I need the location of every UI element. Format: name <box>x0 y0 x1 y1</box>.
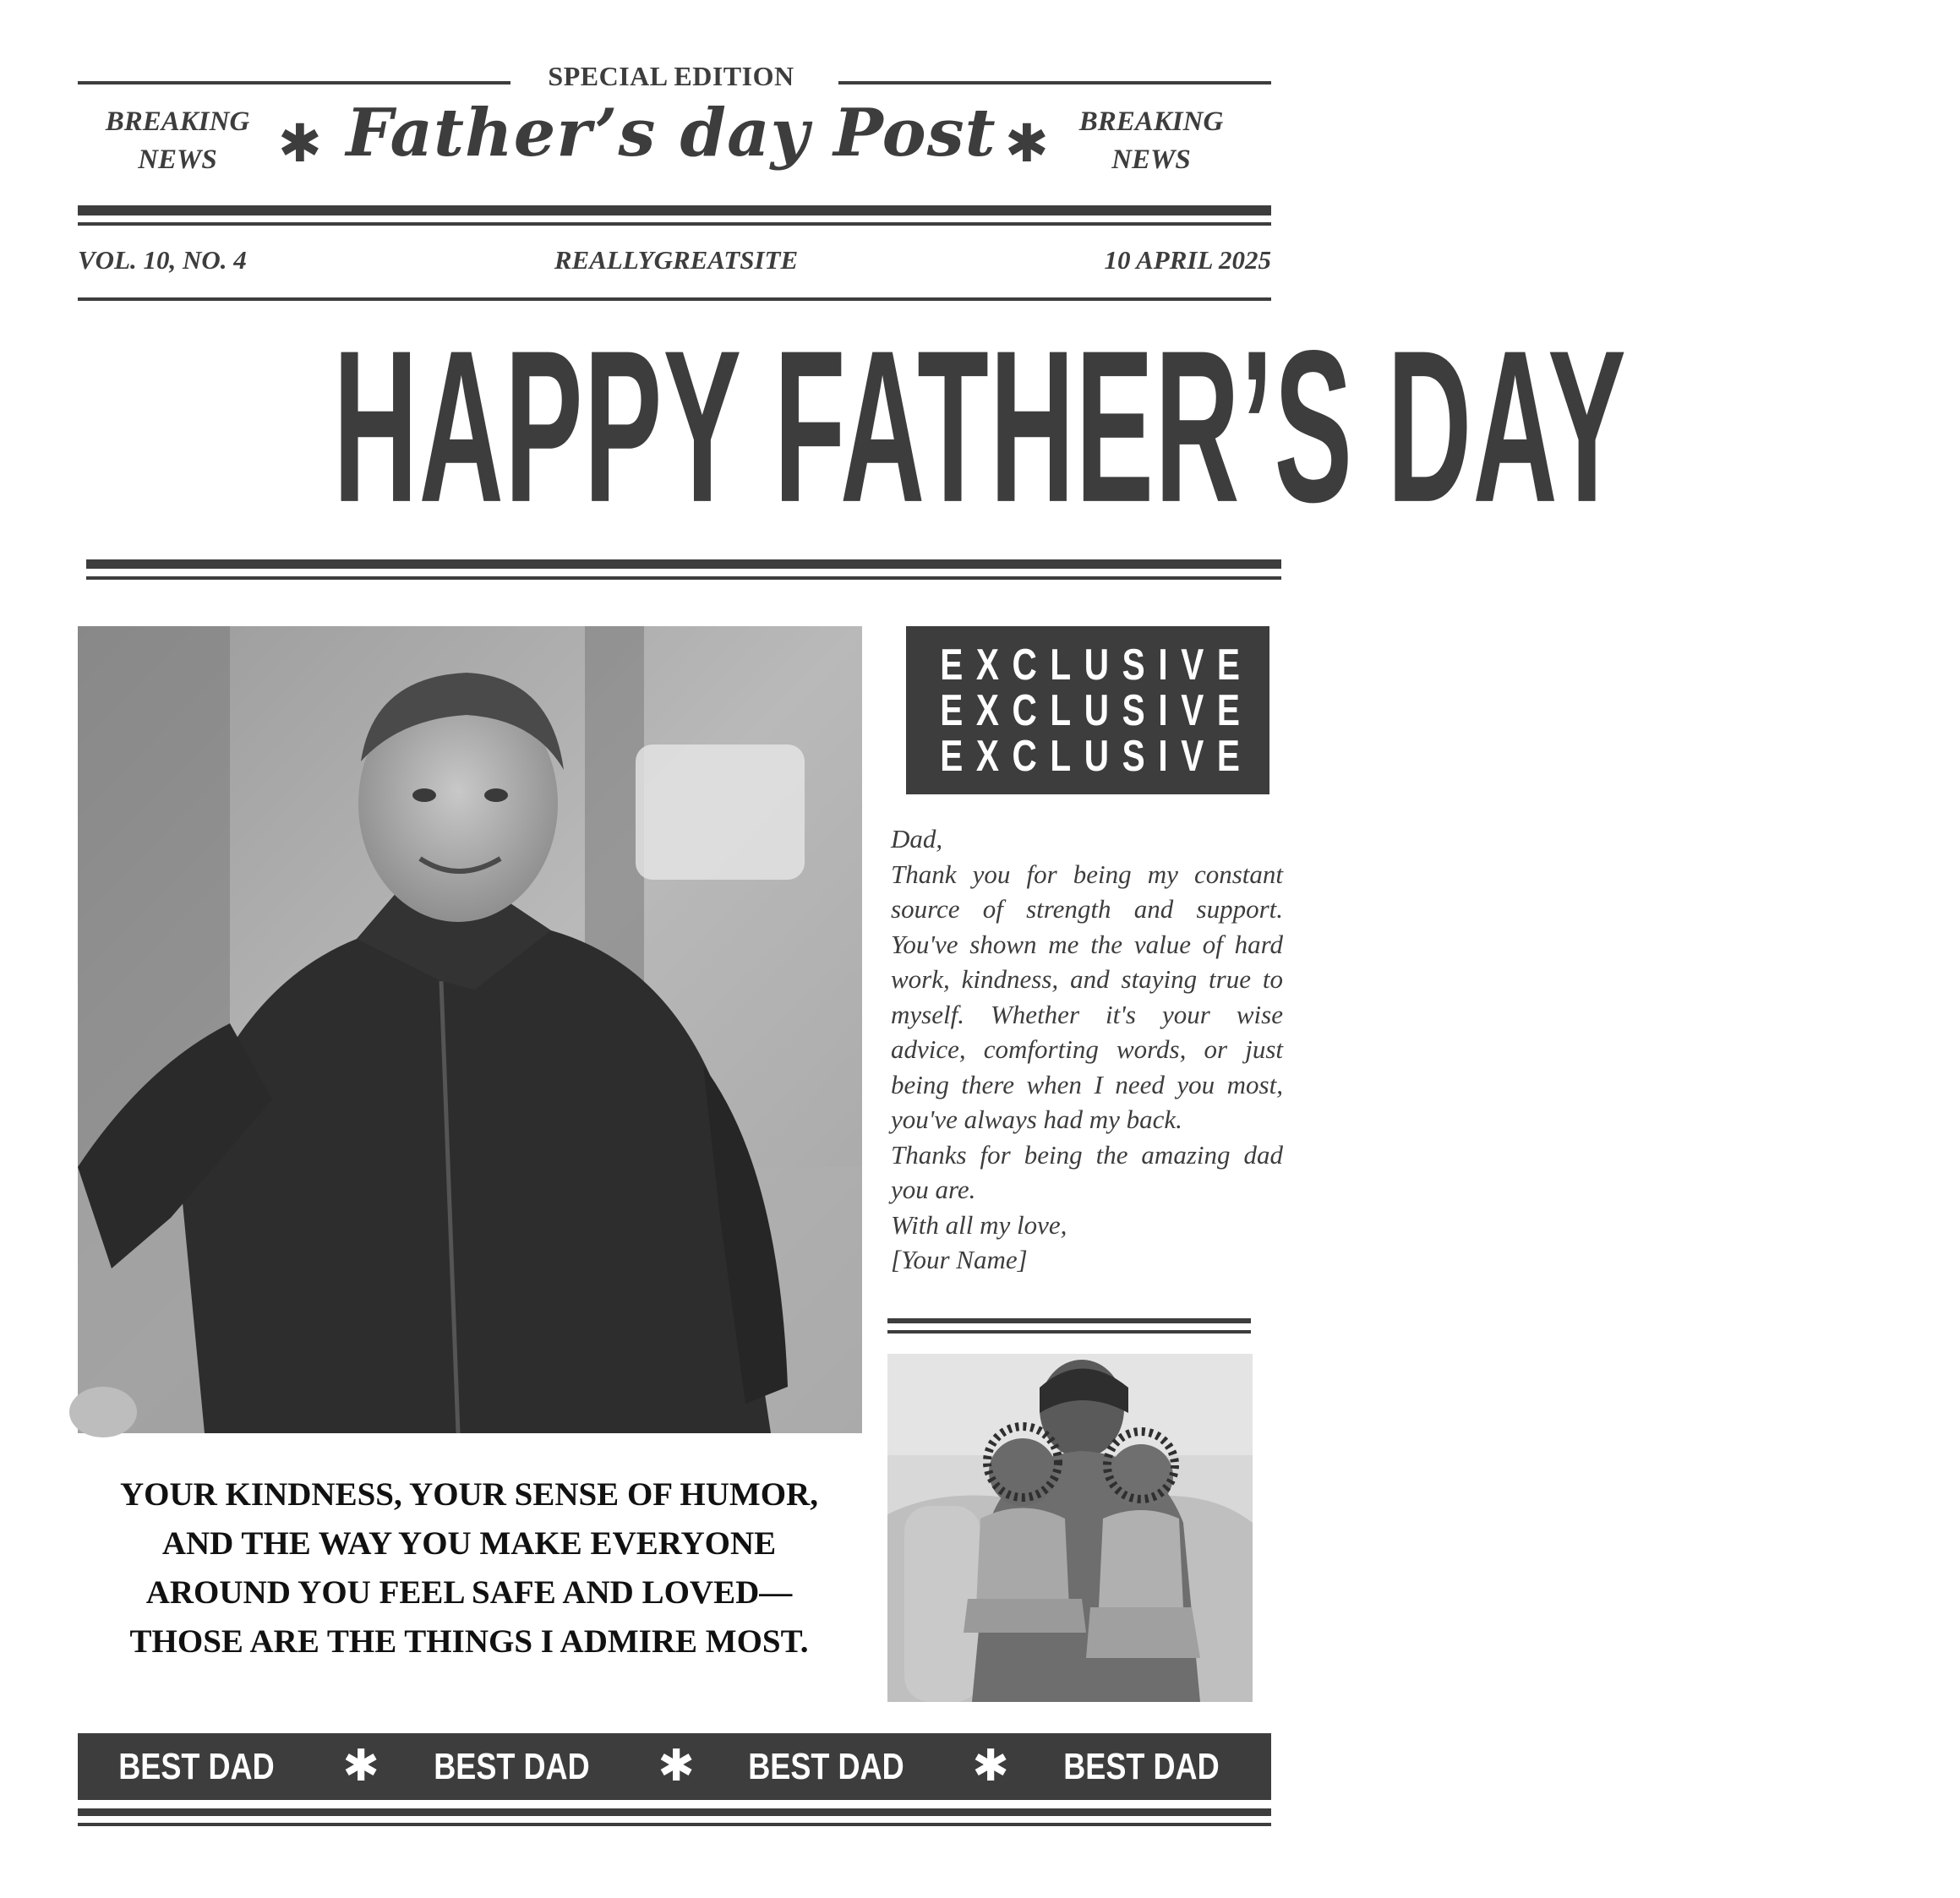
letter-body: Thank you for being my constant source of strength and support. You've shown me the value of hard work, kindness, and staying true to myself. Whether it's your wise advice, comforting words, or just being there when I need you most, you've always had my back. <box>891 859 1283 1134</box>
exclusive-label: EXCLUSIVE <box>939 685 1253 735</box>
site-name: REALLYGREATSITE <box>554 245 799 275</box>
secondary-photo-father-with-kids <box>887 1354 1253 1702</box>
best-dad-label: BEST DAD <box>433 1746 590 1787</box>
letter-closing: With all my love, <box>891 1209 1067 1240</box>
letter-greeting: Dad, <box>891 824 943 854</box>
exclusive-label: EXCLUSIVE <box>939 640 1253 690</box>
special-edition-label: SPECIAL EDITION <box>548 61 794 91</box>
letter-signature: [Your Name] <box>891 1245 1028 1274</box>
masthead-double-rule-top <box>78 205 1271 215</box>
footer-rule-thick <box>78 1808 1271 1816</box>
side-rule-thick <box>887 1318 1251 1323</box>
family-photo-illustration <box>887 1354 1253 1702</box>
asterisk-icon: ✱ <box>658 1741 695 1792</box>
headline-text: HAPPY FATHER’S DAY <box>333 305 1628 548</box>
asterisk-icon: ✱ <box>278 112 322 174</box>
volume-number: VOL. 10, NO. 4 <box>78 245 247 275</box>
pull-quote <box>76 1470 862 1666</box>
best-dad-label: BEST DAD <box>117 1746 275 1787</box>
quote-line: AND THE WAY YOU MAKE EVERYONE <box>161 1525 777 1562</box>
headline-rule-thin <box>86 576 1281 580</box>
quote-line: AROUND YOU FEEL SAFE AND LOVED— <box>145 1574 793 1611</box>
headline <box>0 287 1628 566</box>
exclusive-box <box>906 626 1269 794</box>
letter-thanks: Thanks for being the amazing dad you are. <box>891 1139 1283 1204</box>
father-photo-illustration <box>78 626 862 1433</box>
issue-date: 10 APRIL 2025 <box>1104 245 1271 275</box>
quote-line: YOUR KINDNESS, YOUR SENSE OF HUMOR, <box>120 1476 818 1513</box>
asterisk-icon: ✱ <box>1005 112 1049 174</box>
masthead-title: Father’s day Post <box>346 95 996 172</box>
letter-to-dad <box>891 821 1283 1278</box>
asterisk-icon: ✱ <box>342 1741 379 1792</box>
best-dad-label: BEST DAD <box>747 1746 904 1787</box>
masthead-double-rule-bottom <box>78 222 1271 226</box>
exclusive-label: EXCLUSIVE <box>939 731 1253 781</box>
asterisk-icon: ✱ <box>972 1741 1009 1792</box>
best-dad-banner <box>78 1733 1271 1800</box>
breaking-news-right: BREAKING NEWS <box>1078 106 1224 175</box>
footer-rule-thin <box>78 1823 1271 1826</box>
quote-line: THOSE ARE THE THINGS I ADMIRE MOST. <box>129 1623 809 1660</box>
best-dad-label: BEST DAD <box>1062 1746 1220 1787</box>
main-photo-father <box>78 626 862 1433</box>
breaking-news-left: BREAKING NEWS <box>105 106 250 175</box>
side-rule-thin <box>887 1330 1251 1334</box>
headline-rule-thick <box>86 559 1281 569</box>
